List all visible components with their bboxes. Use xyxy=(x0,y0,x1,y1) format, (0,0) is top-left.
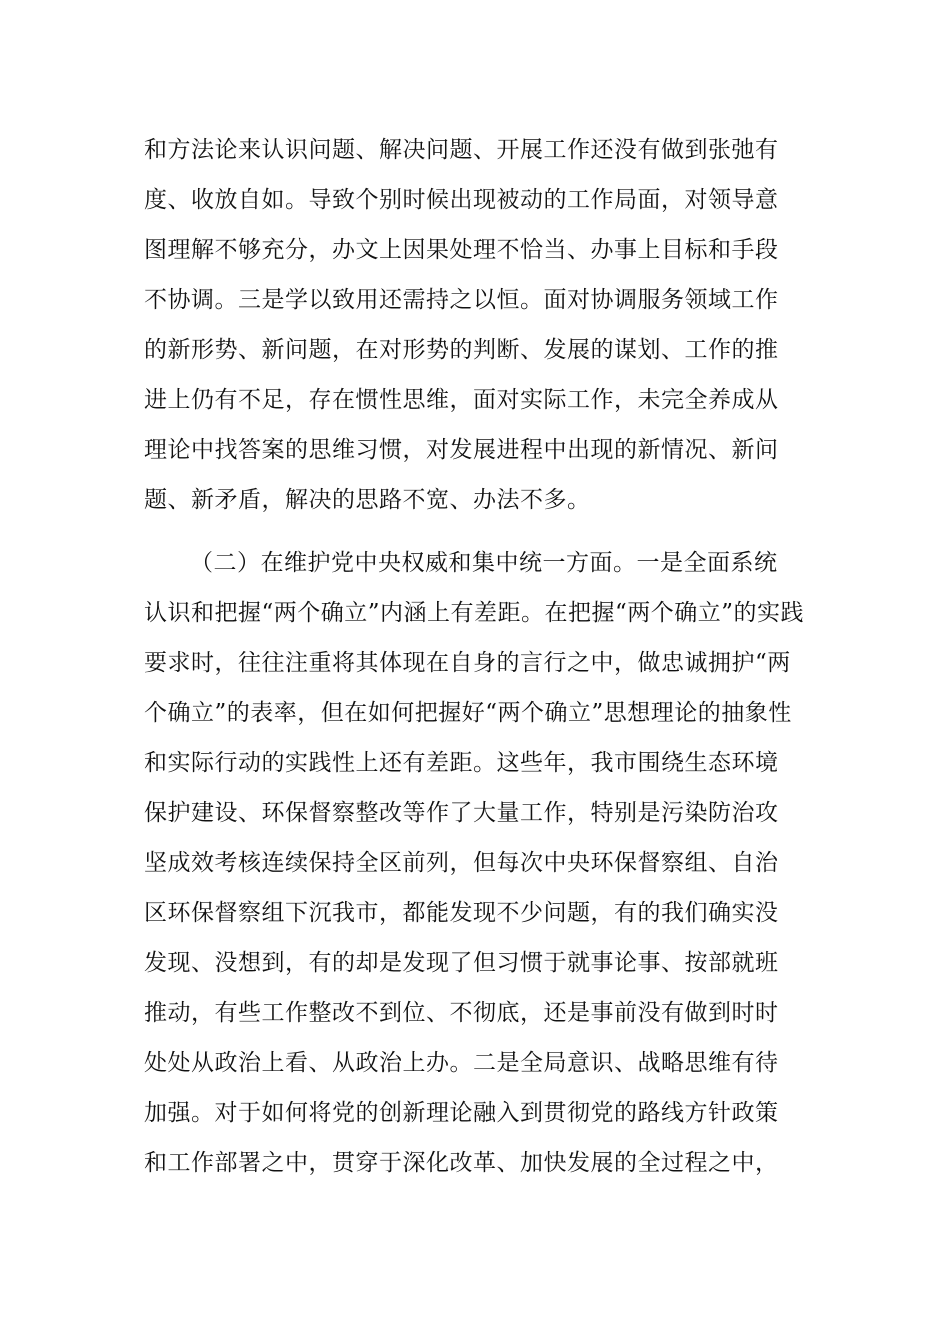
paragraph-line: 处处从政治上看、从政治上办。二是全局意识、战略思维有待 xyxy=(144,1050,779,1076)
paragraph-line: 要求时，往往注重将其体现在自身的言行之中，做忠诚拥护“两 xyxy=(144,650,791,676)
paragraph-line: 的新形势、新问题，在对形势的判断、发展的谋划、工作的推 xyxy=(144,337,779,363)
paragraph-line: 进上仍有不足，存在惯性思维，面对实际工作，未完全养成从 xyxy=(144,387,779,413)
paragraph-line: 发现、没想到，有的却是发现了但习惯于就事论事、按部就班 xyxy=(144,950,779,976)
paragraph-line: 区环保督察组下沉我市，都能发现不少问题，有的我们确实没 xyxy=(144,900,779,926)
paragraph-line: 个确立”的表率，但在如何把握好“两个确立”思想理论的抽象性 xyxy=(144,700,792,726)
paragraph-line: 推动，有些工作整改不到位、不彻底，还是事前没有做到时时 xyxy=(144,1000,779,1026)
paragraph-line: 度、收放自如。导致个别时候出现被动的工作局面，对领导意 xyxy=(144,187,779,213)
paragraph-line: 加强。对于如何将党的创新理论融入到贯彻党的路线方针政策 xyxy=(144,1100,779,1126)
paragraph-line: 认识和把握“两个确立”内涵上有差距。在把握“两个确立”的实践 xyxy=(144,600,805,626)
paragraph-2 xyxy=(144,538,804,1188)
paragraph-line: 题、新矛盾，解决的思路不宽、办法不多。 xyxy=(144,487,591,513)
paragraph-line: 和方法论来认识问题、解决问题、开展工作还没有做到张弛有 xyxy=(144,137,779,163)
paragraph-line: 图理解不够充分，办文上因果处理不恰当、办事上目标和手段 xyxy=(144,237,779,263)
paragraph-line: 和工作部署之中，贯穿于深化改革、加快发展的全过程之中， xyxy=(144,1150,779,1176)
paragraph-first-line: （二）在维护党中央权威和集中统一方面。一是全面系统 xyxy=(190,550,778,576)
paragraph-line: 不协调。三是学以致用还需持之以恒。面对协调服务领域工作 xyxy=(144,287,779,313)
paragraph-line: 理论中找答案的思维习惯，对发展进程中出现的新情况、新问 xyxy=(144,437,779,463)
paragraph-line: 坚成效考核连续保持全区前列，但每次中央环保督察组、自治 xyxy=(144,850,779,876)
paragraph-1 xyxy=(144,125,804,525)
paragraph-line: 保护建设、环保督察整改等作了大量工作，特别是污染防治攻 xyxy=(144,800,779,826)
paragraph-line: 和实际行动的实践性上还有差距。这些年，我市围绕生态环境 xyxy=(144,750,779,776)
